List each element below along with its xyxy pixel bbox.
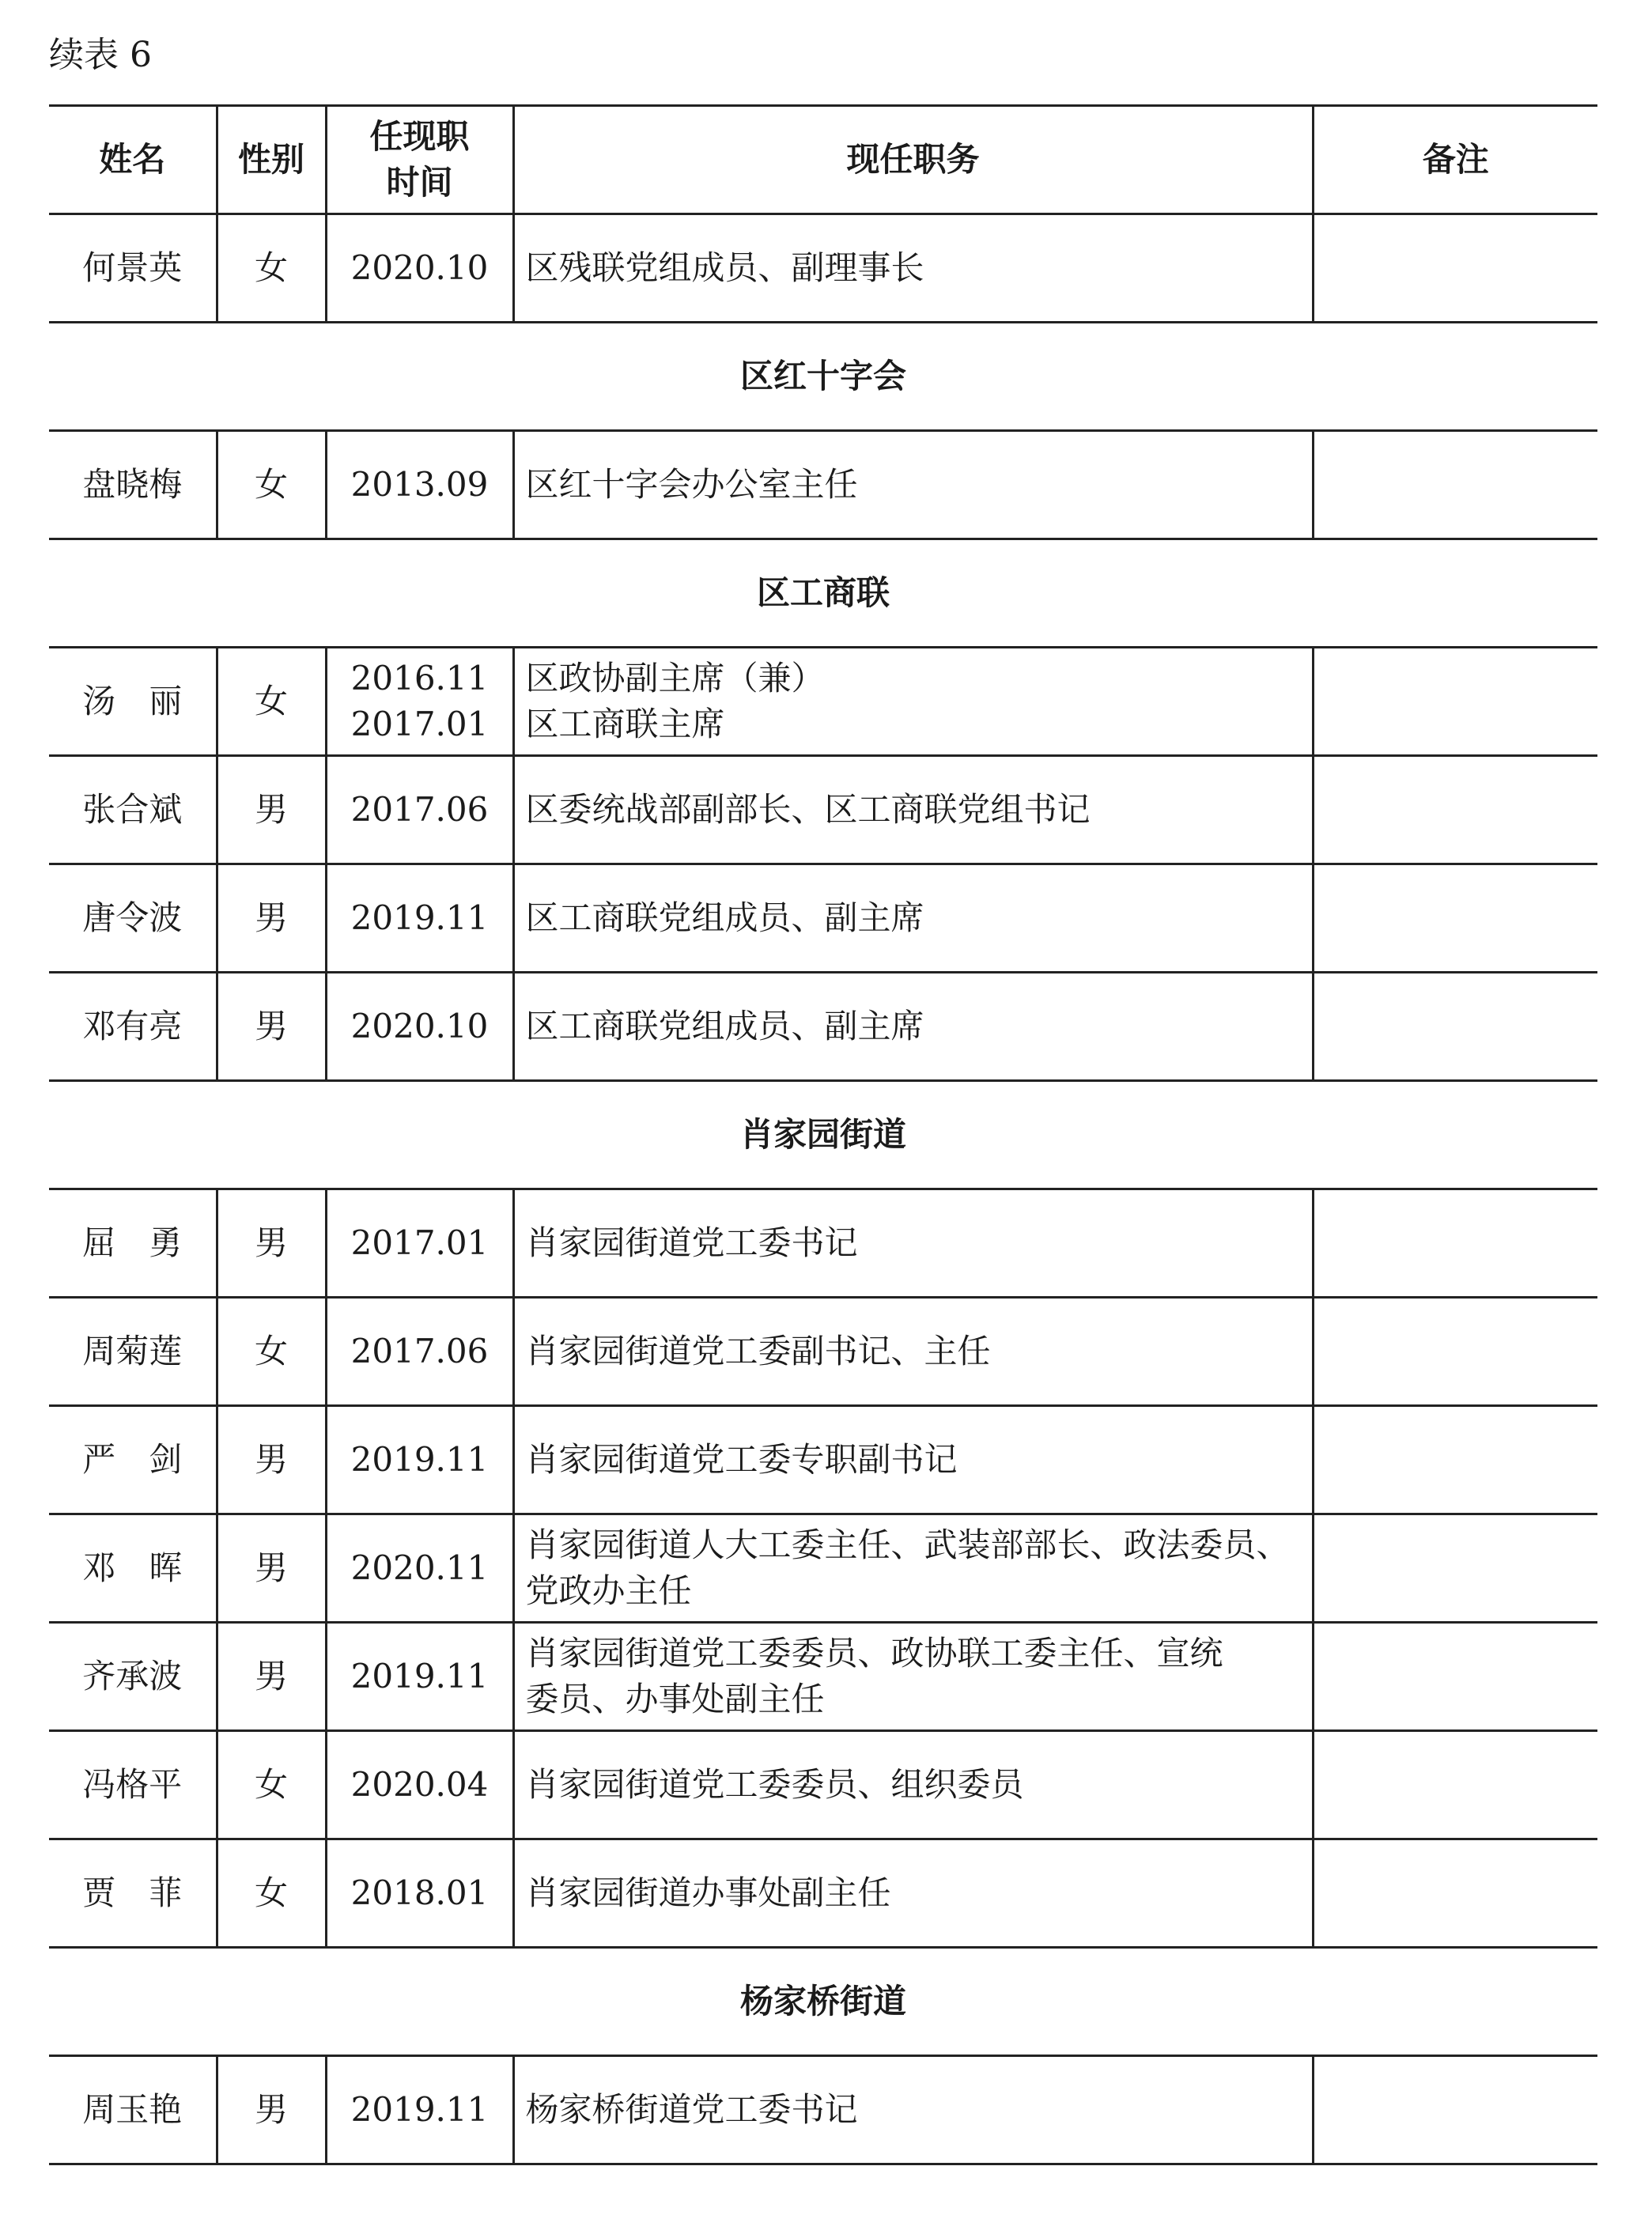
cell-position <box>513 973 1313 1081</box>
cell-note <box>1313 1839 1597 1948</box>
cell-note <box>1313 2056 1597 2164</box>
position-line: 肖家园街道人大工委主任、武装部部长、政法委员、 <box>525 1525 1290 1564</box>
table-caption: 续表 6 <box>49 35 152 75</box>
cell-date <box>326 1623 513 1731</box>
position-line: 肖家园街道党工委委员、政协联工委主任、宣统 <box>525 1634 1223 1673</box>
date-line: 2019.11 <box>350 2090 489 2129</box>
section-header-row <box>49 323 1597 431</box>
table-row <box>49 648 1597 756</box>
date-line: 2017.06 <box>350 790 489 829</box>
table-row <box>49 1189 1597 1298</box>
date-line: 2017.06 <box>350 1332 489 1370</box>
cell-note <box>1313 1189 1597 1298</box>
cell-name: 周玉艳 <box>49 2056 217 2164</box>
date-line: 2016.11 <box>350 659 489 697</box>
position-line: 区残联党组成员、副理事长 <box>525 248 924 287</box>
table-row <box>49 973 1597 1081</box>
cell-name: 盘晓梅 <box>49 431 217 539</box>
table-header-row <box>49 106 1597 214</box>
position-line: 区委统战部副部长、区工商联党组书记 <box>525 790 1091 829</box>
position-line: 区工商联党组成员、副主席 <box>525 1007 924 1045</box>
cell-note <box>1313 1623 1597 1731</box>
header-date <box>326 106 513 214</box>
section-title: 区工商联 <box>49 539 1597 648</box>
cell-position <box>513 1298 1313 1406</box>
cell-name: 贾 菲 <box>49 1839 217 1948</box>
cell-date <box>326 214 513 323</box>
section-title: 杨家桥街道 <box>49 1948 1597 2056</box>
cell-date <box>326 756 513 864</box>
date-line: 2013.09 <box>350 465 489 504</box>
cell-position <box>513 1514 1313 1623</box>
cell-date <box>326 1298 513 1406</box>
date-line: 2020.10 <box>350 1007 489 1045</box>
date-line: 2019.11 <box>350 1657 489 1695</box>
cell-date <box>326 1731 513 1839</box>
table-row <box>49 1731 1597 1839</box>
table-row <box>49 1406 1597 1514</box>
cell-gender: 女 <box>217 431 326 539</box>
cell-name: 邓 晖 <box>49 1514 217 1623</box>
cell-gender: 男 <box>217 1514 326 1623</box>
date-line: 2020.11 <box>350 1548 489 1587</box>
cell-position <box>513 1189 1313 1298</box>
date-line: 2020.10 <box>350 248 489 287</box>
cell-position <box>513 1839 1313 1948</box>
table-row <box>49 1298 1597 1406</box>
officials-table <box>49 104 1597 2165</box>
cell-name: 冯格平 <box>49 1731 217 1839</box>
cell-gender: 男 <box>217 1189 326 1298</box>
cell-date <box>326 1406 513 1514</box>
cell-date <box>326 1514 513 1623</box>
header-gender: 性别 <box>217 106 326 214</box>
cell-name: 汤 丽 <box>49 648 217 756</box>
cell-position <box>513 214 1313 323</box>
position-line: 肖家园街道党工委副书记、主任 <box>525 1332 991 1370</box>
cell-gender: 男 <box>217 864 326 973</box>
cell-position <box>513 1731 1313 1839</box>
cell-position <box>513 431 1313 539</box>
table-body <box>49 214 1597 2164</box>
position-line: 肖家园街道党工委书记 <box>525 1223 858 1262</box>
date-line: 2019.11 <box>350 1440 489 1479</box>
cell-gender: 男 <box>217 973 326 1081</box>
cell-position <box>513 648 1313 756</box>
cell-gender: 女 <box>217 1298 326 1406</box>
date-line: 2019.11 <box>350 898 489 937</box>
position-line: 肖家园街道党工委专职副书记 <box>525 1440 958 1479</box>
cell-gender: 女 <box>217 648 326 756</box>
table-row <box>49 2056 1597 2164</box>
cell-date <box>326 1839 513 1948</box>
cell-name: 齐承波 <box>49 1623 217 1731</box>
position-line: 杨家桥街道党工委书记 <box>525 2090 858 2129</box>
cell-name: 屈 勇 <box>49 1189 217 1298</box>
cell-date <box>326 973 513 1081</box>
cell-note <box>1313 864 1597 973</box>
cell-note <box>1313 1514 1597 1623</box>
cell-gender: 男 <box>217 756 326 864</box>
cell-position <box>513 756 1313 864</box>
cell-position <box>513 864 1313 973</box>
cell-note <box>1313 973 1597 1081</box>
section-header-row <box>49 1948 1597 2056</box>
header-note: 备注 <box>1313 106 1597 214</box>
cell-note <box>1313 1406 1597 1514</box>
cell-gender: 男 <box>217 1406 326 1514</box>
position-line: 党政办主任 <box>525 1571 692 1610</box>
cell-name: 唐令波 <box>49 864 217 973</box>
section-header-row <box>49 539 1597 648</box>
position-line: 委员、办事处副主任 <box>525 1680 825 1718</box>
cell-note <box>1313 431 1597 539</box>
date-line: 2017.01 <box>350 705 489 743</box>
cell-gender: 男 <box>217 2056 326 2164</box>
date-line: 2017.01 <box>350 1223 489 1262</box>
cell-date <box>326 2056 513 2164</box>
date-line: 2018.01 <box>350 1873 489 1912</box>
table-row <box>49 1514 1597 1623</box>
cell-note <box>1313 1731 1597 1839</box>
header-position: 现任职务 <box>513 106 1313 214</box>
table-row <box>49 1839 1597 1948</box>
position-line: 肖家园街道办事处副主任 <box>525 1873 891 1912</box>
cell-date <box>326 648 513 756</box>
cell-note <box>1313 756 1597 864</box>
table-row <box>49 864 1597 973</box>
position-line: 区工商联主席 <box>525 705 725 743</box>
header-name: 姓名 <box>49 106 217 214</box>
cell-name: 周菊莲 <box>49 1298 217 1406</box>
position-line: 区工商联党组成员、副主席 <box>525 898 924 937</box>
header-date-line2: 时间 <box>386 163 453 202</box>
table-row <box>49 1623 1597 1731</box>
cell-name: 邓有亮 <box>49 973 217 1081</box>
cell-position <box>513 1623 1313 1731</box>
cell-name: 严 剑 <box>49 1406 217 1514</box>
position-line: 肖家园街道党工委委员、组织委员 <box>525 1765 1024 1804</box>
cell-gender: 男 <box>217 1623 326 1731</box>
cell-note <box>1313 214 1597 323</box>
cell-position <box>513 2056 1313 2164</box>
cell-position <box>513 1406 1313 1514</box>
cell-note <box>1313 1298 1597 1406</box>
section-title: 区红十字会 <box>49 323 1597 431</box>
date-line: 2020.04 <box>350 1765 489 1804</box>
header-date-line1: 任现职 <box>369 117 470 156</box>
section-title: 肖家园街道 <box>49 1081 1597 1189</box>
cell-date <box>326 864 513 973</box>
cell-gender: 女 <box>217 1839 326 1948</box>
cell-date <box>326 1189 513 1298</box>
cell-name: 何景英 <box>49 214 217 323</box>
table-row <box>49 756 1597 864</box>
cell-gender: 女 <box>217 1731 326 1839</box>
table-row <box>49 431 1597 539</box>
cell-note <box>1313 648 1597 756</box>
cell-gender: 女 <box>217 214 326 323</box>
position-line: 区红十字会办公室主任 <box>525 465 858 504</box>
position-line: 区政协副主席（兼） <box>525 659 825 697</box>
cell-name: 张合斌 <box>49 756 217 864</box>
cell-date <box>326 431 513 539</box>
section-header-row <box>49 1081 1597 1189</box>
table-row <box>49 214 1597 323</box>
